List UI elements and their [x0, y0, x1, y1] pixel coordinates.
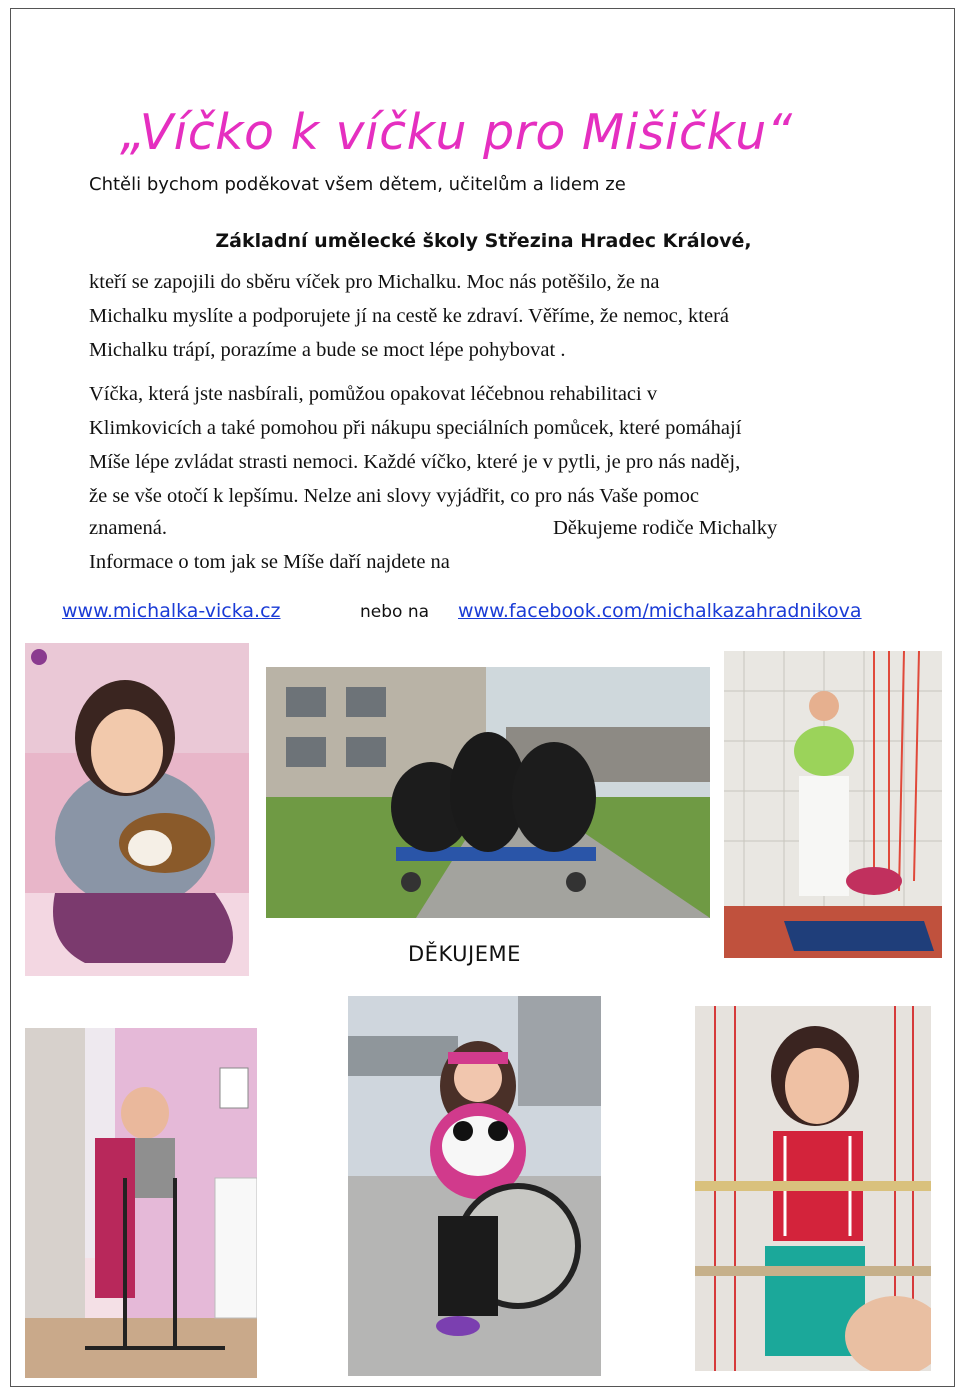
page-title: „Víčko k víčku pro Mišičku“: [120, 104, 793, 161]
paragraph1-line3: Michalku trápí, porazíme a bude se moct lépe pohybovat .: [89, 339, 566, 361]
paragraph1-line1: kteří se zapojili do sběru víček pro Michalku. Moc nás potěšilo, že na: [89, 271, 660, 293]
photo-therapy-suit: [695, 1006, 931, 1371]
paragraph2-line3: Míše lépe zvládat strasti nemoci. Každé víčko, které je v pytli, je pro nás naděj,: [89, 451, 741, 473]
facebook-link[interactable]: www.facebook.com/michalkazahradnikova: [458, 600, 862, 622]
website-link[interactable]: www.michalka-vicka.cz: [62, 600, 281, 622]
info-text: Informace o tom jak se Míše daří najdete na: [89, 551, 450, 573]
photo-bags-cart: [266, 667, 710, 918]
links-row: [0, 598, 967, 628]
intro-text: Chtěli bychom poděkovat všem dětem, učitelům a lidem ze: [89, 174, 626, 195]
paragraph1-line2: Michalku myslíte a podporujete jí na cestě ke zdraví. Věříme, že nemoc, která: [89, 305, 730, 327]
paragraph2-line4: že se vše otočí k lepšímu. Nelze ani slovy vyjádřit, co pro nás Vaše pomoc: [89, 485, 699, 507]
photo-girl-guinea-pig: [25, 643, 249, 976]
paragraph2-line1: Víčka, která jste nasbírali, pomůžou opakovat léčebnou rehabilitaci v: [89, 383, 658, 405]
paragraph2-line2: Klimkovicích a také pomohou při nákupu speciálních pomůcek, které pomáhají: [89, 417, 742, 439]
photo-standing-frame: [25, 1028, 257, 1378]
separator-text: nebo na: [360, 602, 430, 622]
photo-wheelchair: [348, 996, 601, 1376]
school-name: Základní umělecké školy Střezina Hradec Králové,: [215, 230, 752, 252]
paragraph2-line5: znamená.: [89, 517, 167, 539]
photo-therapy-room: [724, 651, 942, 958]
signature: Děkujeme rodiče Michalky: [553, 517, 778, 539]
thanks-text: DĚKUJEME: [408, 942, 521, 966]
